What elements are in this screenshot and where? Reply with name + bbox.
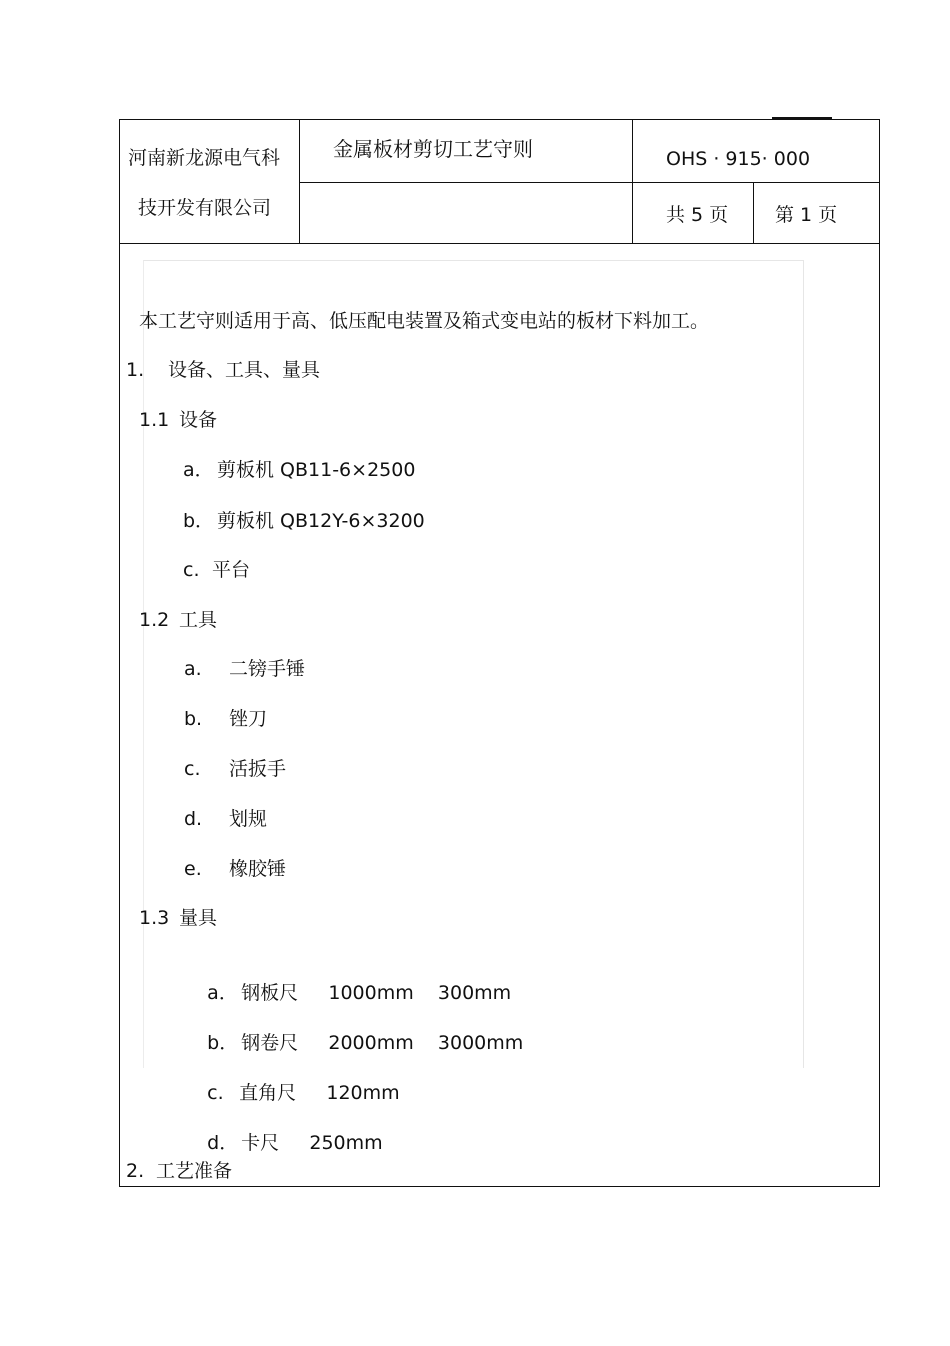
item-mark: d.	[184, 808, 203, 830]
item-mark: c.	[184, 758, 201, 780]
header-table	[120, 120, 879, 244]
item-mark: b．	[207, 1032, 239, 1054]
section-2-title: 工艺准备	[156, 1160, 233, 1182]
item-text: 剪板机 QB12Y-6×3200	[217, 510, 425, 532]
item-text: 活扳手	[229, 758, 287, 780]
header-row-divider	[299, 182, 879, 183]
item-text: 锉刀	[229, 708, 268, 730]
company-name-line1: 河南新龙源电气科	[128, 147, 281, 169]
item-text: 平台	[212, 559, 251, 581]
section-1-2-number: 1.2	[139, 609, 170, 631]
item-mark: c.	[207, 1082, 224, 1104]
section-1-1-heading	[139, 408, 217, 432]
section-1-title: 设备、工具、量具	[168, 359, 321, 381]
company-name-line2: 技开发有限公司	[138, 197, 272, 219]
section-1-1-number: 1.1	[139, 409, 170, 431]
list-item	[183, 509, 425, 533]
list-item	[184, 857, 286, 881]
list-item	[183, 558, 250, 582]
list-item	[184, 657, 305, 681]
item-mark: a．	[183, 459, 214, 481]
list-item	[184, 807, 267, 831]
item-text: 卡尺 250mm	[241, 1132, 383, 1154]
section-1-heading	[126, 358, 320, 382]
list-item	[183, 458, 415, 482]
item-mark: d．	[207, 1132, 239, 1154]
section-1-2-heading	[139, 608, 217, 632]
item-mark: c.	[183, 559, 200, 581]
item-mark: b．	[183, 510, 215, 532]
section-1-3-heading	[139, 906, 217, 930]
item-mark: a．	[207, 982, 238, 1004]
intro-paragraph: 本工艺守则适用于高、低压配电装置及箱式变电站的板材下料加工。	[139, 310, 710, 332]
list-item	[184, 707, 267, 731]
section-1-2-title: 工具	[179, 609, 218, 631]
item-text: 二镑手锤	[229, 658, 306, 680]
section-1-3-title: 量具	[179, 907, 218, 929]
header-divider-3	[753, 183, 754, 243]
section-1-3-number: 1.3	[139, 907, 170, 929]
list-item	[184, 757, 286, 781]
item-text: 橡胶锤	[229, 858, 287, 880]
item-mark: b.	[184, 708, 203, 730]
item-mark: e.	[184, 858, 202, 880]
document-code: OHS · 915· 000	[666, 148, 811, 170]
item-text: 钢卷尺 2000mm 3000mm	[241, 1032, 524, 1054]
section-1-1-title: 设备	[179, 409, 218, 431]
document-frame	[119, 119, 880, 1187]
item-mark: a.	[184, 658, 202, 680]
total-pages: 共 5 页	[666, 204, 729, 226]
item-text: 划规	[229, 808, 268, 830]
section-2-heading	[126, 1159, 232, 1183]
item-text: 钢板尺 1000mm 300mm	[241, 982, 512, 1004]
section-2-number: 2.	[126, 1160, 145, 1182]
item-text: 剪板机 QB11-6×2500	[217, 459, 416, 481]
document-title: 金属板材剪切工艺守则	[333, 137, 533, 161]
page-number: 第 1 页	[775, 204, 838, 226]
item-text: 直角尺 120mm	[239, 1082, 400, 1104]
section-1-number: 1.	[126, 359, 145, 381]
